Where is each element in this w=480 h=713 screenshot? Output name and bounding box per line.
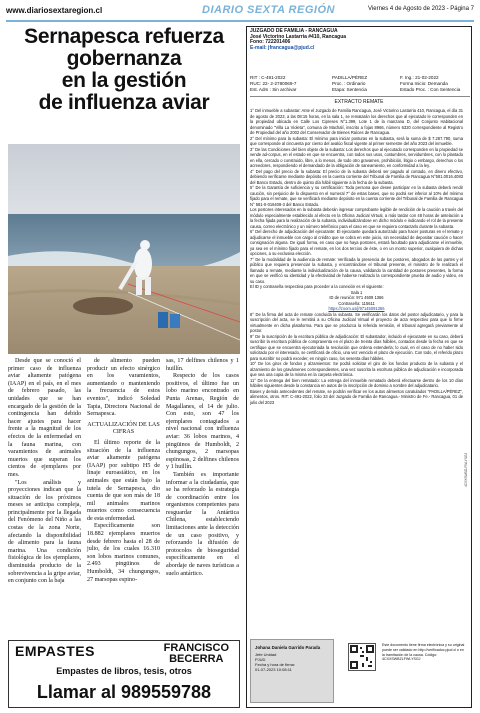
- notice-paragraph: 11° De la entrega del bien rematado: La entrega del inmueble rematado deberá efectuarse dentro de los 10 días hábiles siguientes desde la constancia en autos de la inscripción de dominio a nombre del adjudicatario.: [250, 377, 463, 388]
- paragraph: Específicamente son 18.882 ejemplares muertos desde febrero hasta el 28 de julio, de los cuales 16.310 son lobos marinos comunes, 2.493 pingüinos de Humboldt, 34 chungungos, 27 marsopas espino-: [87, 523, 160, 583]
- verification-code: 4CXXSWBZLFWLYSGJ: [464, 452, 468, 487]
- notice-paragraph: 3° De las Condiciones del bien objeto de la subasta: Los derechos que al ejecutado corresponden en la propiedad se vende ad-corpus, en el estado en que se encuentra, con todos sus usos, costumbres, servidumbres, con lo plantado en ella, cercado o construido, libre, a lo menos, de todo otro gravamen, prohibición, litigio o embargo, derechos o los acreedores, respondiendo el demandado de la obligación de saneamiento, en conformidad a la ley.: [250, 146, 463, 168]
- meta-cell: PADILLA/PÉREZ: [332, 75, 368, 80]
- article-headline: [8, 26, 240, 114]
- court-phone: Fono: 722201406: [250, 39, 291, 46]
- notice-paragraph: 2° Del mínimo para la subasta: El mínimo para iniciar posturas en la subasta, será la suma de $ 7.287.790, suma que corresponde al cincuenta por ciento del avalúo fiscal vigente al primer semestre del año 2023 del inmueble.: [250, 135, 463, 146]
- meta-cell: RUC: 22- 2-2780069-7: [250, 81, 297, 86]
- meeting-passcode: Contraseña: 115611: [338, 300, 375, 306]
- court-name: JUZGADO DE FAMILIA - RANCAGUA: [250, 28, 338, 34]
- meta-cell: Proc. : Ordinario: [332, 81, 366, 86]
- notice-paragraph: 1° Del inmueble a subastar: Ante el Juzgado de Familia Rancagua, José Victorino Lastarria 410, Rancagua, el día 31 de agosto de 2023, a las 08:15 horas, en la sala 1, se rematarán los derechos que al ejecutado le corresponden en la propiedad ubicada en Calle Los Cipreses N°1.399, Lote 1 de la manzana D, del Conjunto Habitacional denominado "Villa La Violeta", comuna de Machalí, inscrito a fojas 8966, número 6320 correspondiente al Registro de Propiedad del año 2002 del Conservador de Bienes Raíces de Rancagua.: [250, 108, 463, 135]
- qr-code-icon[interactable]: [348, 643, 376, 671]
- article: [8, 26, 240, 636]
- sala-label: Sala 1: [350, 289, 363, 295]
- masthead: DIARIO SEXTA REGIÓN: [202, 4, 335, 16]
- headline-line-1: Sernapesca refuerza: [24, 25, 224, 48]
- notice-body: [250, 108, 463, 633]
- signature-box: [250, 639, 334, 703]
- case-metadata: [250, 75, 470, 97]
- signer-role-line: Jefe Unidad: [255, 652, 277, 657]
- court-address: José Victorino Lastarria #410, Rancagua: [250, 33, 347, 40]
- notice-paragraph: 6° Del derecho de adjudicación del ejecutante: El ejecutante quedará autorizado para hacer posturas en el remate y adjudicarse el inmueble con cargo al crédito que se cobra en este juicio, sin necesidad de depositar caución o hacer consignación alguna. De igual forma, en caso que no haya postores, estará facultado para adjudicarse el inmueble, ya sea en el mínimo fijado para el remate, en los dos tercios de éste, o en un monto superior, cualquiera de dichas opciones, a su exclusiva elección.: [250, 229, 463, 256]
- headline-line-4: de influenza aviar: [38, 91, 210, 114]
- site-url[interactable]: www.diariosextaregion.cl: [6, 6, 103, 15]
- paragraph: de alimento pueden producir un efecto sinérgico en los varamientos, aumentando o manteniendo la frecuencia de estos eventos", indicó Soledad Tapia, Directora Nacional de Sernapesca.: [87, 358, 160, 418]
- meta-cell: Forma Inicio: Demanda: [400, 81, 448, 86]
- subheading: ACTUALIZACIÓN DE LAS CIFRAS: [87, 421, 160, 436]
- ad-name-line: BECERRA: [169, 653, 224, 665]
- ad-subtitle: Empastes de libros, tesis, otros: [56, 666, 192, 676]
- signer-role-line: Fecha y hora de firma:: [255, 662, 296, 667]
- article-column-1: [8, 358, 81, 586]
- paragraph: Desde que se conoció el primer caso de influenza aviar altamente patógena (IAAP) en el país, en el mes de febrero pasado, las unidades que se han encargado de la gestión de la contingencia han debido hacer ajustes para hacer frente a la magnitud de los efectos de la enfermedad en la fauna marina, con varamientos de animales muertos que superan los cientos de ejemplares por mes.: [8, 358, 81, 478]
- headline-line-3: en la gestión: [61, 69, 187, 92]
- notice-paragraph: 4° Del pago del precio de la subasta: El precio de la subasta deberá ser pagado al contado, en dinero efectivo, debiendo verificarse mediante depósito en la cuenta corriente del Tribunal de Familia de Rancagua N°581.0016.4083 del Banco Estado, dentro de quinto día hábil siguiente a la fecha de la subasta.: [250, 168, 463, 185]
- notice-title: EXTRACTO REMATE: [334, 99, 384, 105]
- beach-photo-illustration: [8, 144, 240, 354]
- meta-cell: Etapa: Sentencia: [332, 87, 367, 92]
- signer-name: Johana Daniela Garrido Parada: [255, 645, 321, 650]
- paragraph: Respecto de los casos positivos, el último fue un lobo marino encontrado en Punta Arenas, Región de Magallanes, el 14 de julio. Con esto, son 47 los ejemplares contagiados a nivel nacional con influenza aviar: 36 lobos marinos, 4 pingüinos de Humboldt, 2 chungungos, 2 marsopas espinosas, 2 delfines chilenos y 1 huillín.: [166, 373, 239, 471]
- court-email[interactable]: E-mail: jfrancagua@pjud.cl: [250, 44, 315, 51]
- signer-role-line: PJUD: [255, 657, 266, 662]
- notice-paragraph: Los postores interesados en la subasta deberán ingresar comprobante legible de rendición de la caución a través del módulo especialmente establecido al efecto en la Oficina Judicial Virtual, a más tardar con 48 horas de antelación a la fecha fijada para la realización de la subasta, individualizándose en dicho módulo e indicando el rol de la presente causa, correo electrónico y un número telefónico para el caso en que se requiera contactarlo durante la subasta.: [250, 207, 463, 229]
- article-column-3: [166, 358, 239, 578]
- article-photo: [8, 144, 240, 354]
- paragraph: "Los análisis y proyecciones indican que la situación de los próximos meses se anticipa compleja, principalmente por la llegada del Fenómeno del Niño a las costas de la zona Norte, afectando la disponibilidad de alimento para la fauna marina. Una condición fisiológica de los ejemplares, disminuida producto de la sobrevivencia a la gripe aviar, en conjunto con la baja: [8, 479, 82, 585]
- notice-paragraph: 7° De la modalidad de la audiencia de remate: Verificada la presencia de los postores, abogados de las partes y el público que requiera presenciar la subasta, y encontrándose el tribunal presente, el ministro de fe realizará el llamado a remate, mediante la individualización de la causa, validando la cantidad de postores presentes, la forma en que se verificó su identidad y la efectividad de haberse realizado la correspondiente prueba de audio y video, en su caso.: [250, 256, 463, 284]
- header-rule: [6, 20, 474, 22]
- notice-paragraph: 5° De la Garantía de suficiencia y su certificación: Toda persona que desee participar en la subasta deberá rendir caución, sin perjuicio de lo dispuesto en el numeral 7° de estas bases, que no podrá ser inferior al 10% del mínimo fijado para el remate, que se verificará mediante depósito en la cuenta corriente del Tribunal de Familia de Rancagua N° 581-0-016408-3 del Banco Estado.: [250, 185, 463, 207]
- electronic-signature: [250, 639, 470, 705]
- legal-notice: [246, 26, 472, 708]
- empastes-ad[interactable]: [8, 640, 240, 708]
- ad-phone[interactable]: Llamar al 989559788: [36, 682, 212, 702]
- verification-text: Este documento tiene firma electrónica y su original puede ser validado en http://verificadoc.pjud.cl o en la tramitación de la causa. Código: 4CXXSWBZLFWLYSGJ: [382, 643, 465, 662]
- meeting-link[interactable]: https://zoom.us/j/97145091366: [328, 306, 385, 311]
- page-date: Viernes 4 de Agosto de 2023 - Página 7: [368, 6, 474, 12]
- notice-paragraph: Bases y demás antecedentes del remate, se podrán verificar en los autos alimentos caratulados "PADILLA/PÉREZ", alimentos, otros. RIT: C-491-2022, folio 33 del Juzgado de Familia de Rancagua.- Ministro de Fe.- Rancagua, 01 de julio del 2023: [250, 388, 463, 405]
- page-header: [6, 4, 474, 26]
- paragraph: El último reporte de la situación de la influenza aviar altamente patógena (IAAP) por subtipo H5 de linaje euroasiático, en los animales que están bajo la tutela de Sernapesca, dio cuenta de que son más de 18 mil animales marinos muertos como consecuencia de esta enfermedad.: [87, 439, 160, 522]
- notice-paragraph: 9° De la suscripción de la escritura pública de adjudicación: El subastador, incluido el ejecutante en su caso, deberá suscribir la escritura pública de compraventa en el plazo de treinta días hábiles, contados desde la fecha en que se certifique que se encuentra ejecutoriada la resolución que ordena extenderla; lo cual, en el caso de no haber sido solicitado por el interesado, se certificará de oficio, una vez vencido el plazo de ejecución. Con todo, el referido plazo para suscribir no podrá exceder, en ningún caso, los sesenta días hábiles.: [250, 333, 463, 361]
- court-header: [250, 29, 346, 51]
- meta-cell: Est. Adm : Sin archivar: [250, 87, 297, 92]
- meeting-id: ID de reunión: 971 4509 1366: [329, 295, 384, 300]
- signer-role-line: 01-07-2023 10:08:11: [255, 667, 292, 672]
- meta-cell: Estado Proc. : Con Sentencia: [400, 87, 461, 92]
- article-body: [8, 358, 240, 626]
- headline-line-2: gobernanza: [66, 47, 182, 70]
- signer-role: [255, 652, 295, 672]
- ad-name: [164, 643, 229, 665]
- meta-cell: F. Ing.: 21-02-2022: [400, 75, 439, 80]
- ad-logo: EMPASTES: [15, 643, 95, 659]
- notice-paragraph: 10° De los giros de fondos y alzamientos: Se podrá solicitar el giro de los fondos producto de la subasta y el alzamiento de los gravámenes correspondientes, una vez suscrita la escritura pública de adjudicación e incorporada que sea una copia de la misma en la carpeta electrónica.: [250, 361, 463, 377]
- meta-cell: RIT : C-491-2022: [250, 75, 286, 80]
- divider: [250, 96, 470, 97]
- paragraph: sas, 17 delfines chilenos y 1 huillín.: [166, 358, 239, 372]
- paragraph: También es importante informar a la ciudadanía, que se ha reforzado la estrategia de coordinación entre los organismos competentes para resguardar la Antártica Chilena, estableciendo limitaciones ante la detección de un caso positivo, y reforzando la difusión de protocolos de bioseguridad específicamente en el abordaje de naves turísticas a suelo antártico.: [166, 471, 239, 577]
- ad-name-line: FRANCISCO: [163, 642, 229, 654]
- notice-paragraph: El ID y contraseña respectiva para proceder a la conexión es el siguiente:: [250, 284, 384, 289]
- notice-paragraph: 8° De la firma del acta de remate concluida la subasta. Se verificarán los datos del postor adjudicatario, y para la suscripción del acta, se le remitirá a su Oficina Judicial Virtual el proyecto de acta respectivo para que lo firme virtualmente en dicha plataforma. Para que se produzca la referida remisión, el tribunal agregará previamente al postor.: [250, 311, 463, 333]
- article-column-2: [87, 358, 160, 584]
